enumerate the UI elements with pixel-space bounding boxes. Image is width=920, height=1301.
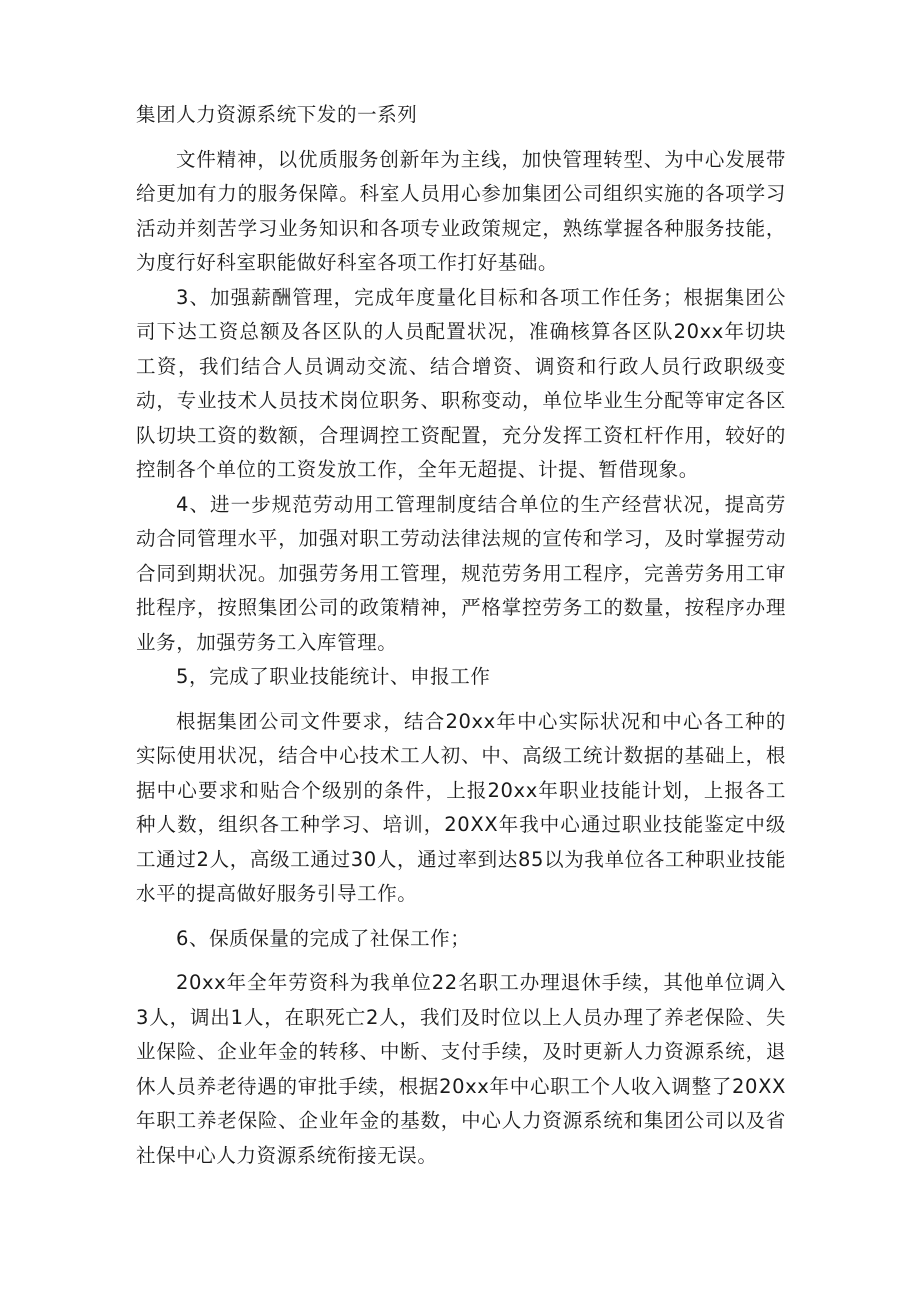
- paragraph-document-spirit: 文件精神，以优质服务创新年为主线，加快管理转型、为中心发展带给更加有力的服务保障。科室人员用心参加集团公司组织实施的各项学习活动并刻苦学习业务知识和各项专业政策规定，熟练掌握各种服务技能，为度行好科室职能做好科室各项工作打好基础。: [136, 147, 786, 274]
- paragraph-social-security-heading: 6、保质保量的完成了社保工作；: [175, 926, 471, 950]
- paragraph-heading-continuation: 集团人力资源系统下发的一系列: [136, 103, 418, 126]
- paragraph-skills-heading: 5，完成了职业技能统计、申报工作: [175, 665, 491, 688]
- paragraph-salary-management: 3、加强薪酬管理，完成年度量化目标和各项工作任务；根据集团公司下达工资总额及各区队的人员配置状况，准确核算各区队20xx年切块工资，我们结合人员调动交流、结合增资、调资和行政人员行政职级变动，专业技术人员技术岗位职务、职称变动，单位毕业生分配等审定各区队切块工资的数额，合理调控工资配置，充分发挥工资杠杆作用，较好的控制各个单位的工资发放工作，全年无超提、计提、暂借现象。: [136, 285, 786, 481]
- document-page: [136, 98, 786, 1173]
- paragraph-skills-body: 根据集团公司文件要求，结合20xx年中心实际状况和中心各工种的实际使用状况，结合中心技术工人初、中、高级工统计数据的基础上，根据中心要求和贴合个级别的条件，上报20xx年职业技能计划，上报各工种人数，组织各工种学习、培训，20XX年我中心通过职业技能鉴定中级工通过2人，高级工通过30人，通过率到达85以为我单位各工种职业技能水平的提高做好服务引导工作。: [136, 709, 786, 905]
- paragraph-labor-management: 4、进一步规范劳动用工管理制度结合单位的生产经营状况，提高劳动合同管理水平，加强对职工劳动法律法规的宣传和学习，及时掌握劳动合同到期状况。加强劳务用工管理，规范劳务用工程序，完善劳务用工审批程序，按照集团公司的政策精神，严格掌控劳务工的数量，按程序办理业务，加强劳务工入库管理。: [136, 492, 786, 654]
- paragraph-social-security-body: 20xx年全年劳资科为我单位22名职工办理退休手续，其他单位调入3人，调出1人，在职死亡2人，我们及时位以上人员办理了养老保险、失业保险、企业年金的转移、中断、支付手续，及时更新人力资源系统，退休人员养老待遇的审批手续，根据20xx年中心职工个人收入调整了20XX年职工养老保险、企业年金的基数，中心人力资源系统和集团公司以及省社保中心人力资源系统衔接无误。: [136, 971, 786, 1167]
